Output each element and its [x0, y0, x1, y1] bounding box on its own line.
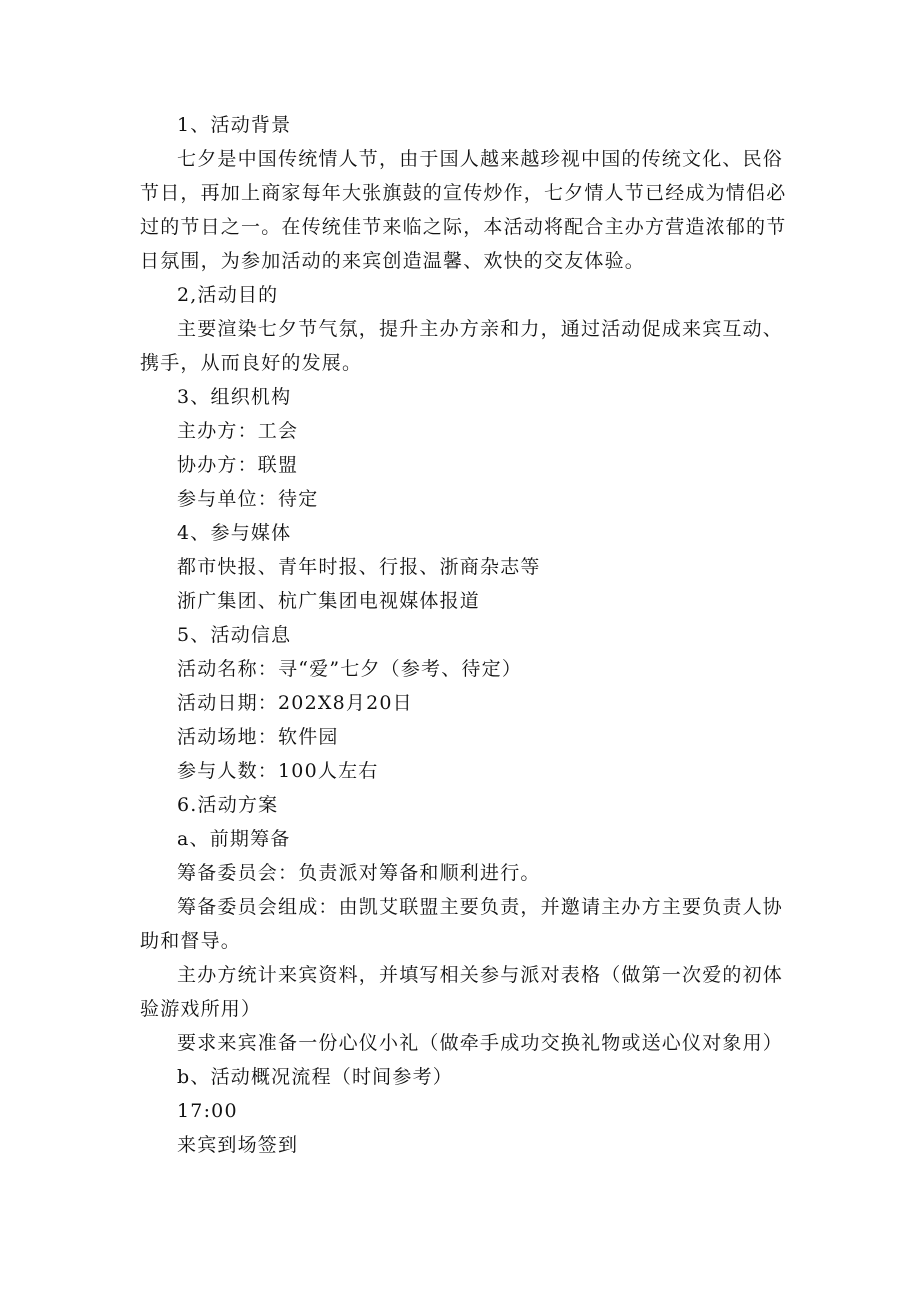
- guest-data-paragraph: 主办方统计来宾资料，并填写相关参与派对表格（做第一次爱的初体验游戏所用）: [140, 964, 784, 1020]
- purpose-paragraph: 主要渲染七夕节气氛，提升主办方亲和力，通过活动促成来宾互动、携手，从而良好的发展。: [140, 318, 784, 374]
- event-date-line: 活动日期：202X8月20日: [177, 692, 413, 714]
- media-line-tv: 浙广集团、杭广集团电视媒体报道: [177, 590, 481, 612]
- organizer-line: 主办方：工会: [177, 420, 299, 442]
- subsection-preparation: a、前期筹备: [177, 828, 291, 850]
- media-line-print: 都市快报、青年时报、行报、浙商杂志等: [177, 556, 541, 578]
- event-venue-line: 活动场地：软件园: [177, 726, 339, 748]
- co-organizer-line: 协办方：联盟: [177, 454, 299, 476]
- participating-units-line: 参与单位：待定: [177, 488, 319, 510]
- schedule-item: 来宾到场签到: [177, 1134, 299, 1156]
- schedule-time: 17:00: [177, 1100, 238, 1122]
- section-heading-organization: 3、组织机构: [177, 386, 292, 408]
- document-body: [140, 108, 790, 1162]
- section-heading-background: 1、活动背景: [177, 114, 292, 136]
- event-attendance-line: 参与人数：100人左右: [177, 760, 379, 782]
- section-heading-media: 4、参与媒体: [177, 522, 292, 544]
- event-name-line: 活动名称：寻“爱”七夕（参考、待定）: [177, 658, 523, 680]
- subsection-schedule: b、活动概况流程（时间参考）: [177, 1066, 453, 1088]
- section-heading-info: 5、活动信息: [177, 624, 292, 646]
- committee-line: 筹备委员会：负责派对筹备和顺利进行。: [177, 862, 541, 884]
- section-heading-plan: 6.活动方案: [177, 794, 279, 816]
- background-paragraph: 七夕是中国传统情人节，由于国人越来越珍视中国的传统文化、民俗节日，再加上商家每年大张旗鼓的宣传炒作，七夕情人节已经成为情侣必过的节日之一。在传统佳节来临之际，本活动将配合主办方营造浓郁的节日氛围，为参加活动的来宾创造温馨、欢快的交友体验。: [140, 148, 787, 272]
- committee-composition-paragraph: 筹备委员会组成：由凯艾联盟主要负责，并邀请主办方主要负责人协助和督导。: [140, 896, 784, 952]
- section-heading-purpose: 2,活动目的: [177, 284, 279, 306]
- gift-requirement-line: 要求来宾准备一份心仪小礼（做牵手成功交换礼物或送心仪对象用）: [177, 1032, 784, 1054]
